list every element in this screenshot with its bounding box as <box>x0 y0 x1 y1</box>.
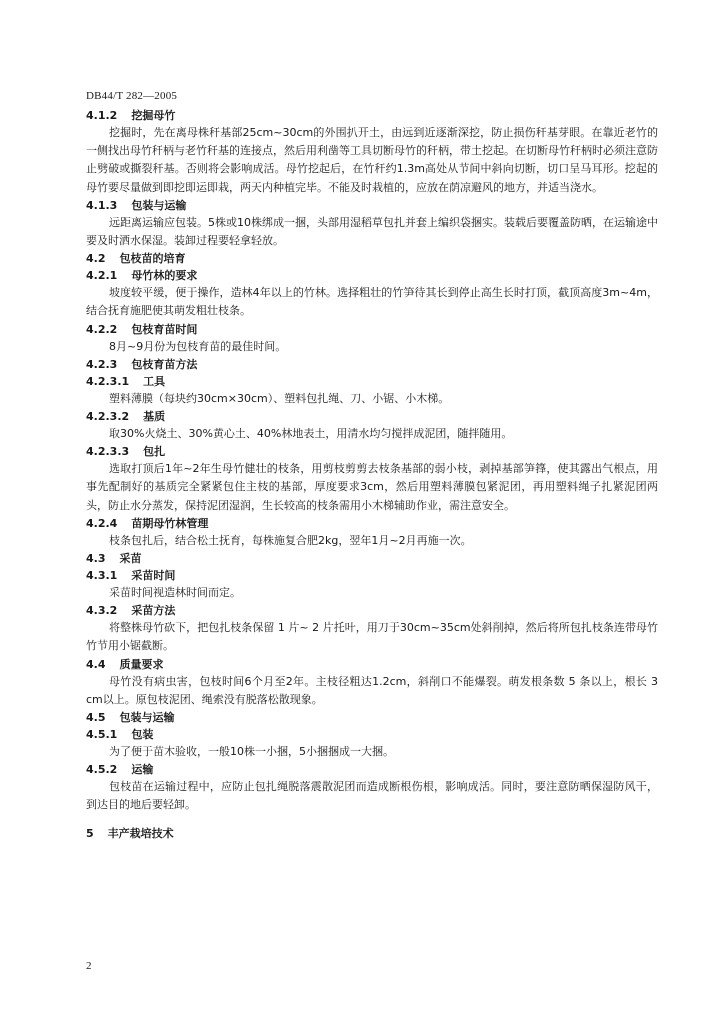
heading-4-2-2: 4.2.2 包枝育苗时间 <box>86 322 198 336</box>
paragraph-4-5-1: 为了便于苗木验收，一般10株一小捆，5小捆捆成一大捆。 <box>109 745 394 759</box>
heading-4-5-1: 4.5.1 包装 <box>86 728 154 742</box>
paragraph-4-2-3-1: 塑料薄膜（每块约30cm×30cm）、塑料包扎绳、刀、小锯、小木梯。 <box>109 391 450 405</box>
paragraph-4-3-2: 将整株母竹砍下，把包扎枝条保留 1 片~ 2 片托叶，用刀于30cm~35cm处斜削掉，然后将所包扎枝条连带母竹竹节用小锯截断。 <box>86 621 658 653</box>
heading-4-2: 4.2 包枝苗的培育 <box>86 252 186 266</box>
paragraph-4-3-1: 采苗时间视造林时间而定。 <box>109 586 241 600</box>
heading-4-4: 4.4 质量要求 <box>86 657 164 671</box>
paragraph-4-2-2: 8月~9月份为包枝育苗的最佳时间。 <box>109 339 287 353</box>
page-number: 2 <box>86 960 92 972</box>
heading-4-2-3-2: 4.2.3.2 基质 <box>86 410 166 424</box>
heading-4-3-2: 4.3.2 采苗方法 <box>86 604 176 618</box>
heading-4-5: 4.5 包装与运输 <box>86 711 175 725</box>
document-code: DB44/T 282—2005 <box>86 90 178 102</box>
heading-4-3-1: 4.3.1 采苗时间 <box>86 569 176 583</box>
heading-4-2-3-3: 4.2.3.3 包扎 <box>86 445 166 459</box>
heading-4-5-2: 4.5.2 运输 <box>86 763 154 777</box>
paragraph-4-2-4: 枝条包扎后，结合松土抚育，每株施复合肥2kg，翌年1月~2月再施一次。 <box>109 533 472 547</box>
heading-4-2-3-1: 4.2.3.1 工具 <box>86 374 166 388</box>
heading-4-2-1: 4.2.1 母竹林的要求 <box>86 269 198 283</box>
heading-5: 5 丰产栽培技术 <box>86 826 174 840</box>
paragraph-4-5-2: 包枝苗在运输过程中，应防止包扎绳脱落震散泥团而造成断根伤根，影响成活。同时，要注意防晒保湿防风干，到达目的地后要轻卸。 <box>86 780 658 812</box>
document-body <box>86 107 658 842</box>
paragraph-4-2-1: 坡度较平缓，便于操作，造林4年以上的竹林。选择粗壮的竹笋待其长到停止高生长时打顶，截顶高度3m~4m，结合抚育施肥使其萌发粗壮枝条。 <box>86 286 658 318</box>
heading-4-2-3: 4.2.3 包枝育苗方法 <box>86 357 198 371</box>
paragraph-4-2-3-3: 选取打顶后1年~2年生母竹健壮的枝条，用剪枝剪剪去枝条基部的弱小枝，剥掉基部笋箨，使其露出气根点，用事先配制好的基质完全紧紧包住主枝的基部，厚度要求3cm，然后用塑料薄膜包紧泥团，再用塑料绳子扎紧泥团两头，防止水分蒸发，保持泥团湿润，生长较高的枝条需用小木梯辅助作业，需注意安全。 <box>86 462 658 512</box>
paragraph-4-2-3-2: 取30%火烧土、30%黄心土、40%林地表土，用清水均匀搅拌成泥团，随拌随用。 <box>109 427 513 441</box>
paragraph-4-1-2: 挖掘时，先在离母株秆基部25cm~30cm的外围扒开土，由远到近逐渐深挖，防止损伤秆基芽眼。在靠近老竹的一侧找出母竹秆柄与老竹秆基的连接点，然后用利凿等工具切断母竹的秆柄，带土挖起。在切断母竹秆柄时必须注意防止劈破或撕裂秆基。否则将会影响成活。母竹挖起后，在竹秆约1.3m高处从节间中斜向切断，切口呈马耳形。挖起的母竹要尽量做到即挖即运即栽，两天内种植完毕。不能及时栽植的，应放在荫凉避风的地方，并适当浇水。 <box>86 126 658 194</box>
heading-4-2-4: 4.2.4 苗期母竹林管理 <box>86 516 209 530</box>
heading-4-1-2: 4.1.2 挖掘母竹 <box>86 109 176 122</box>
heading-4-1-3: 4.1.3 包装与运输 <box>86 198 187 212</box>
paragraph-4-1-3: 远距离运输应包装。5株或10株绑成一捆，头部用湿稻草包扎并套上编织袋捆实。装载后要覆盖防晒，在运输途中要及时洒水保湿。装卸过程要轻拿轻放。 <box>86 215 658 248</box>
heading-4-3: 4.3 采苗 <box>86 552 142 566</box>
paragraph-4-4: 母竹没有病虫害，包枝时间6个月至2年。主枝径粗达1.2cm，斜削口不能爆裂。萌发根条数 5 条以上，根长 3 cm以上。原包枝泥团、绳索没有脱落松散现象。 <box>86 674 658 706</box>
